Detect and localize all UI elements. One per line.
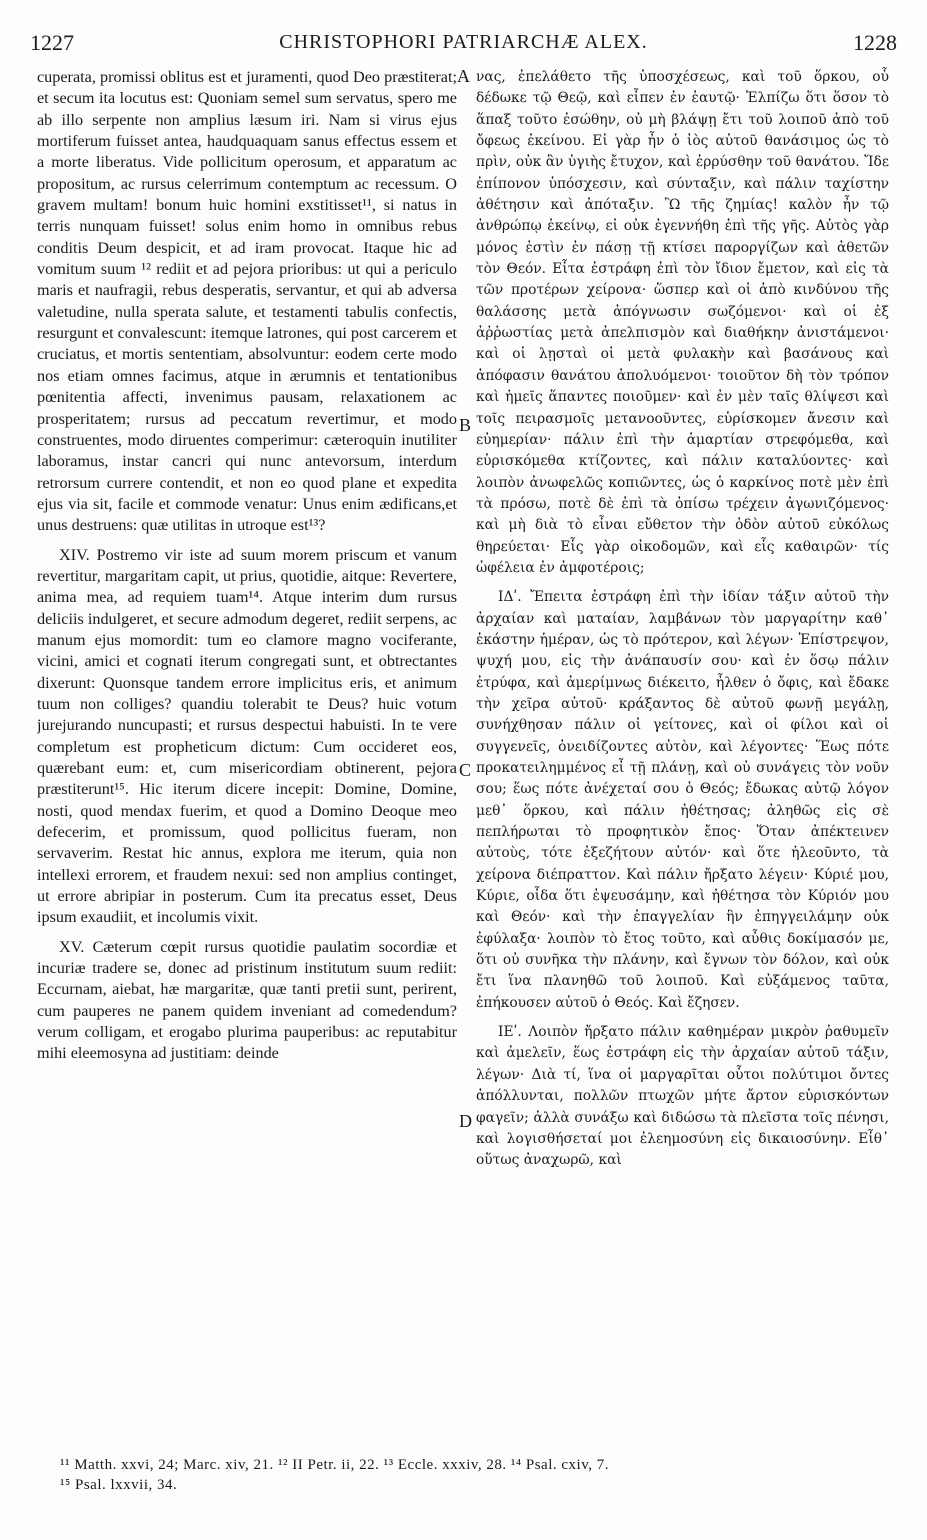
page-header [30,30,897,64]
greek-column [476,67,889,1442]
page-number-left: 1227 [30,30,74,55]
margin-marker-a: A [457,66,470,86]
footnotes [60,1455,897,1495]
greek-paragraph-1: νας, ἐπελάθετο τῆς ὑποσχέσεως, καὶ τοῦ ὅρκου, οὗ δέδωκε τῷ Θεῷ, καὶ εἶπεν ἐν ἑαυτῷ· Ἐλπίζω ὅτι ὅσον τὸ ἅπαξ τοῦτο ἐσώθην, οὐ μὴ βλάψῃ ἔτι τοῦ λοιποῦ ἀπὸ τοῦ ὄφεως ἐκείνου. Εἰ γὰρ ἦν ὁ ἰὸς αὐτοῦ θανάσιμος ὡς τὸ πρὶν, οὐκ ἂν ὑγιὴς ἔτυχον, καὶ ἐρρύσθην τοῦ θανάτου. Ἴδε ἐπίπονον ὑπόσχεσιν, καὶ σύνταξιν, καὶ πάλιν ταχίστην ἀθέτησιν καὶ ἀπόταξιν. Ὢ τῆς ζημίας! καλὸν ἦν τῷ ἀνθρώπῳ ἐκείνῳ, εἰ οὐκ ἐγεννήθη ἐπὶ τῆς γῆς. Αὐτὸς γὰρ μόνος ἐστὶν ἐν πάσῃ τῇ κτίσει παροργίζων καὶ ἀθετῶν τὸν Θεόν. Εἶτα ἐστράφη ἐπὶ τὸν ἴδιον ἔμετον, καὶ εἰς τὰ τῶν προτέρων χείρονα· ὥσπερ καὶ οἱ ἀπὸ κινδύνου τῆς θαλάσσης μετὰ ἀπόγνωσιν σωζόμενοι· καὶ οἱ ἐξ ἀῤῥωστίας μετὰ ἀπελπισμὸν καὶ διαθήκην ἀνιστάμενοι· καὶ οἱ λῃσταὶ οἱ μετὰ φυλακὴν καὶ βασάνους καὶ ἀπόφασιν θανάτου ἀπολυόμενοι· τοιοῦτον δὴ τὸν τρόπον καὶ ἡμεῖς ἅπαντες ποιοῦμεν· καὶ ἐν μὲν ταῖς θλίψεσι καὶ τοῖς πειρασμοῖς μετανοοῦντες, εὑρίσκομεν ἄνεσιν καὶ εὐημερίαν· πάλιν ἐπὶ τὴν ἁμαρτίαν στρεφόμεθα, καὶ εὑρισκόμεθα κτίζοντες, καὶ πάλιν καταλύοντες· καὶ λοιπὸν ἀνωφελῶς κοπιῶντες, ὡς ὁ καρκίνος ποτὲ μὲν ἐπὶ τὰ πρόσω, ποτὲ δὲ ἐπὶ τὰ ὀπίσω τρέχειν ἀγωνιζόμενος· καὶ μὴ διὰ τὸ εἶναι εὔθετον τὴν ὁδὸν αὐτοῦ εὐκόλως θηρεύεται· Εἷς γὰρ οἰκοδομῶν, καὶ εἷς καθαιρῶν· τίς ὠφέλεια ἐν ἀμφοτέροις; [476,69,889,576]
latin-section-xv: XV. Cæterum cœpit rursus quotidie paulatim socordiæ et incuriæ tradere se, donec ad pristinum institutum suum rediit: Eccurnam, aiebat, hæ margaritæ, quæ tanti pretii sunt, perirent, cum pauperes ne panem quidem inveniant ad comedendum? verum colligam, et erogabo plurima pauperibus: ac reputabitur mihi eleemosyna ad justitiam: deinde [37,937,457,1063]
page-number-right: 1228 [853,30,897,55]
greek-section-ie: ΙΕʹ. Λοιπὸν ἤρξατο πάλιν καθημέραν μικρὸν ῥαθυμεῖν καὶ ἀμελεῖν, ἕως ἐστράφη εἰς τὴν ἀρχαίαν αὐτοῦ τάξιν, λέγων· Διὰ τί, ἵνα οἱ μαργαρῖται οὗτοι πολύτιμοι ὄντες ἀπόλλυνται, πολλῶν πτωχῶν μήτε ἄρτον εὑρισκόντων φαγεῖν; ἀλλὰ συνάξω καὶ διδώσω τὰ πλεῖστα τοῖς πένησι, καὶ λογισθήσεταί μοι ἐλεημοσύνη εἰς δικαιοσύνην. Εἶθ᾽ οὕτως ἀναχωρῶ, καὶ [476,1024,889,1169]
footnote-line-2: ¹⁵ Psal. lxxvii, 34. [60,1477,178,1493]
latin-paragraph-1: cuperata, promissi oblitus est et juramenti, quod Deo præstiterat; et secum ita locutus est: Quoniam semel sum servatus, spero me ab illo serpente non amplius læsum iri. Nam si virus ejus mortiferum fuisset antea, haudquaquam sanus effectus essem et a morte liberatus. Vide pollicitum operosum, et apparatum ac propositum, ac rursus celerrimum contemptum ac recessum. O gravem multam! bonum huic homini exstitisset¹¹, si natus in terris nunquam fuisset! solus enim homo in omnibus rebus conditis Deum despicit, et ad iram provocat. Itaque hic ad vomitum suum ¹² rediit et ad pejora prioribus: ut qui a periculo maris et naufragii, rebus desperatis, servantur, et qui ab adversa valetudine, nulla sperata salute, et testamenti tabulis confectis, resurgunt et convalescunt: itemque latrones, qui post carcerem et cruciatus, et mortis sententiam, absolvuntur: eodem certe modo nos etiam omnes facimus, atque in ærumnis et tentationibus pœnitentia affecti, invenimus pausam, relaxationem ac prosperitatem; rursus ad peccatum revertimur, et modo construentes, modo diruentes comperimur: cæteroquin inutiliter laboramus, instar cancri qui nunc antevorsum, interdum retrorsum currere contendit, et non eo quod plane et expedita ejus via sit, facile et commode venatur: Unus enim ædificans,et unus destruens: quæ utilitas in utroque est¹³? [37,68,457,535]
running-title: CHRISTOPHORI PATRIARCHÆ ALEX. [279,31,648,53]
footnote-line-1: ¹¹ Matth. xxvi, 24; Marc. xiv, 21. ¹² II Petr. ii, 22. ¹³ Eccle. xxxiv, 28. ¹⁴ Psal. cxiv, 7. [60,1457,609,1473]
margin-marker-b: B [459,415,472,435]
margin-marker-c: C [459,760,472,780]
margin-marker-d: D [459,1111,472,1131]
latin-column [37,67,457,1442]
latin-section-xiv: XIV. Postremo vir iste ad suum morem priscum et vanum revertitur, margaritam capit, ut prius, quotidie, aitque: Revertere, anima mea, ad requiem tuam¹⁴. Atque interim dum rursus deliciis indulgeret, et secure admodum degeret, rediit serpens, ac manum ejus momordit: tum eo clamore magno vociferante, vicini, amici et cognati iterum congregati sunt, et obtrectantes dixerunt: Quonsque tandem errore implicitus eris, et animum tuum non colliges? quandiu tolerabit te Deus? huic votum jurejurando nuncupasti; et rursus despectui habuisti. In te vere completum est propheticum dictum: Cum occideret eos, quærebant eum: et, cum misericordiam obtinerent, pejora præstiterunt¹⁵. Hic iterum dicere incepit: Domine, Domine, nosti, quod mendax fuerim, et quod a Domino Deoque meo defecerim, et promissum, quod pollicitus fueram, non servaverim. Restat hic annus, explora me iterum, quia non intellexi errorem, et fraudem nexui: sed non amplius continget, ut errore abripiar in posterum. Cum ita precatus esset, Deus ipsum exaudiit, et incolumis vixit. [37,545,457,927]
greek-section-id: ΙΔʹ. Ἔπειτα ἐστράφη ἐπὶ τὴν ἰδίαν τάξιν αὐτοῦ τὴν ἀρχαίαν καὶ ματαίαν, λαμβάνων τὸν μαργαρίτην καθ᾽ ἑκάστην ἡμέραν, ὡς τὸ πρότερον, καὶ λέγων· Ἐπίστρεψον, ψυχή μου, εἰς τὴν ἀνάπαυσίν σου· καὶ ἐν ὅσῳ πάλιν ἐτρύφα, καὶ ἀμερίμνως διέκειτο, ἦλθεν ὁ ὄφις, καὶ ἔδακε τὴν χεῖρα αὐτοῦ· κράξαντος δὲ αὐτοῦ φωνῇ μεγάλῃ, συνήχθησαν πάλιν οἱ γείτονες, καὶ οἱ φίλοι καὶ οἱ συγγενεῖς, ὀνειδίζοντες αὐτὸν, καὶ λέγοντες· Ἕως πότε προκατειλημμένος εἶ τῇ πλάνῃ, καὶ οὐ συνάγεις τὸν νοῦν σου; ἕως πότε ἀνέχεταί σου ὁ Θεός; ἔδωκας αὐτῷ λόγον μεθ᾽ ὅρκου, καὶ πάλιν ἠθέτησας; ἀληθῶς εἰς σὲ πεπλήρωται τὸ προφητικὸν ἔπος· Ὅταν ἀπέκτεινεν αὐτοὺς, τότε ἐξεζήτουν αὐτόν· καὶ ὅτε ἠλεοῦντο, τὰ χείρονα διέπραττον. Καὶ πάλιν ἤρξατο λέγειν· Κύριέ μου, Κύριε, οἶδα ὅτι ἐψευσάμην, καὶ ἠθέτησα τὸν Κύριόν μου καὶ Θεόν· καὶ τὴν ἐπαγγελίαν ἣν ἐπηγγειλάμην οὐκ ἐφύλαξα· λοιπὸν τὸ ἔτος τοῦτο, καὶ αὖθις δοκίμασόν με, ὅτι οὐ συνῆκα τὴν πλάνην, καὶ ἔγνων τὸν δόλον, καὶ οὐκ ἔτι ἵνα πλανηθῶ τοῦ λοιποῦ. Καὶ εὐξάμενος ταῦτα, ἐπήκουσεν αὐτοῦ ὁ Θεός. Καὶ ἔζησεν. [476,589,889,1011]
